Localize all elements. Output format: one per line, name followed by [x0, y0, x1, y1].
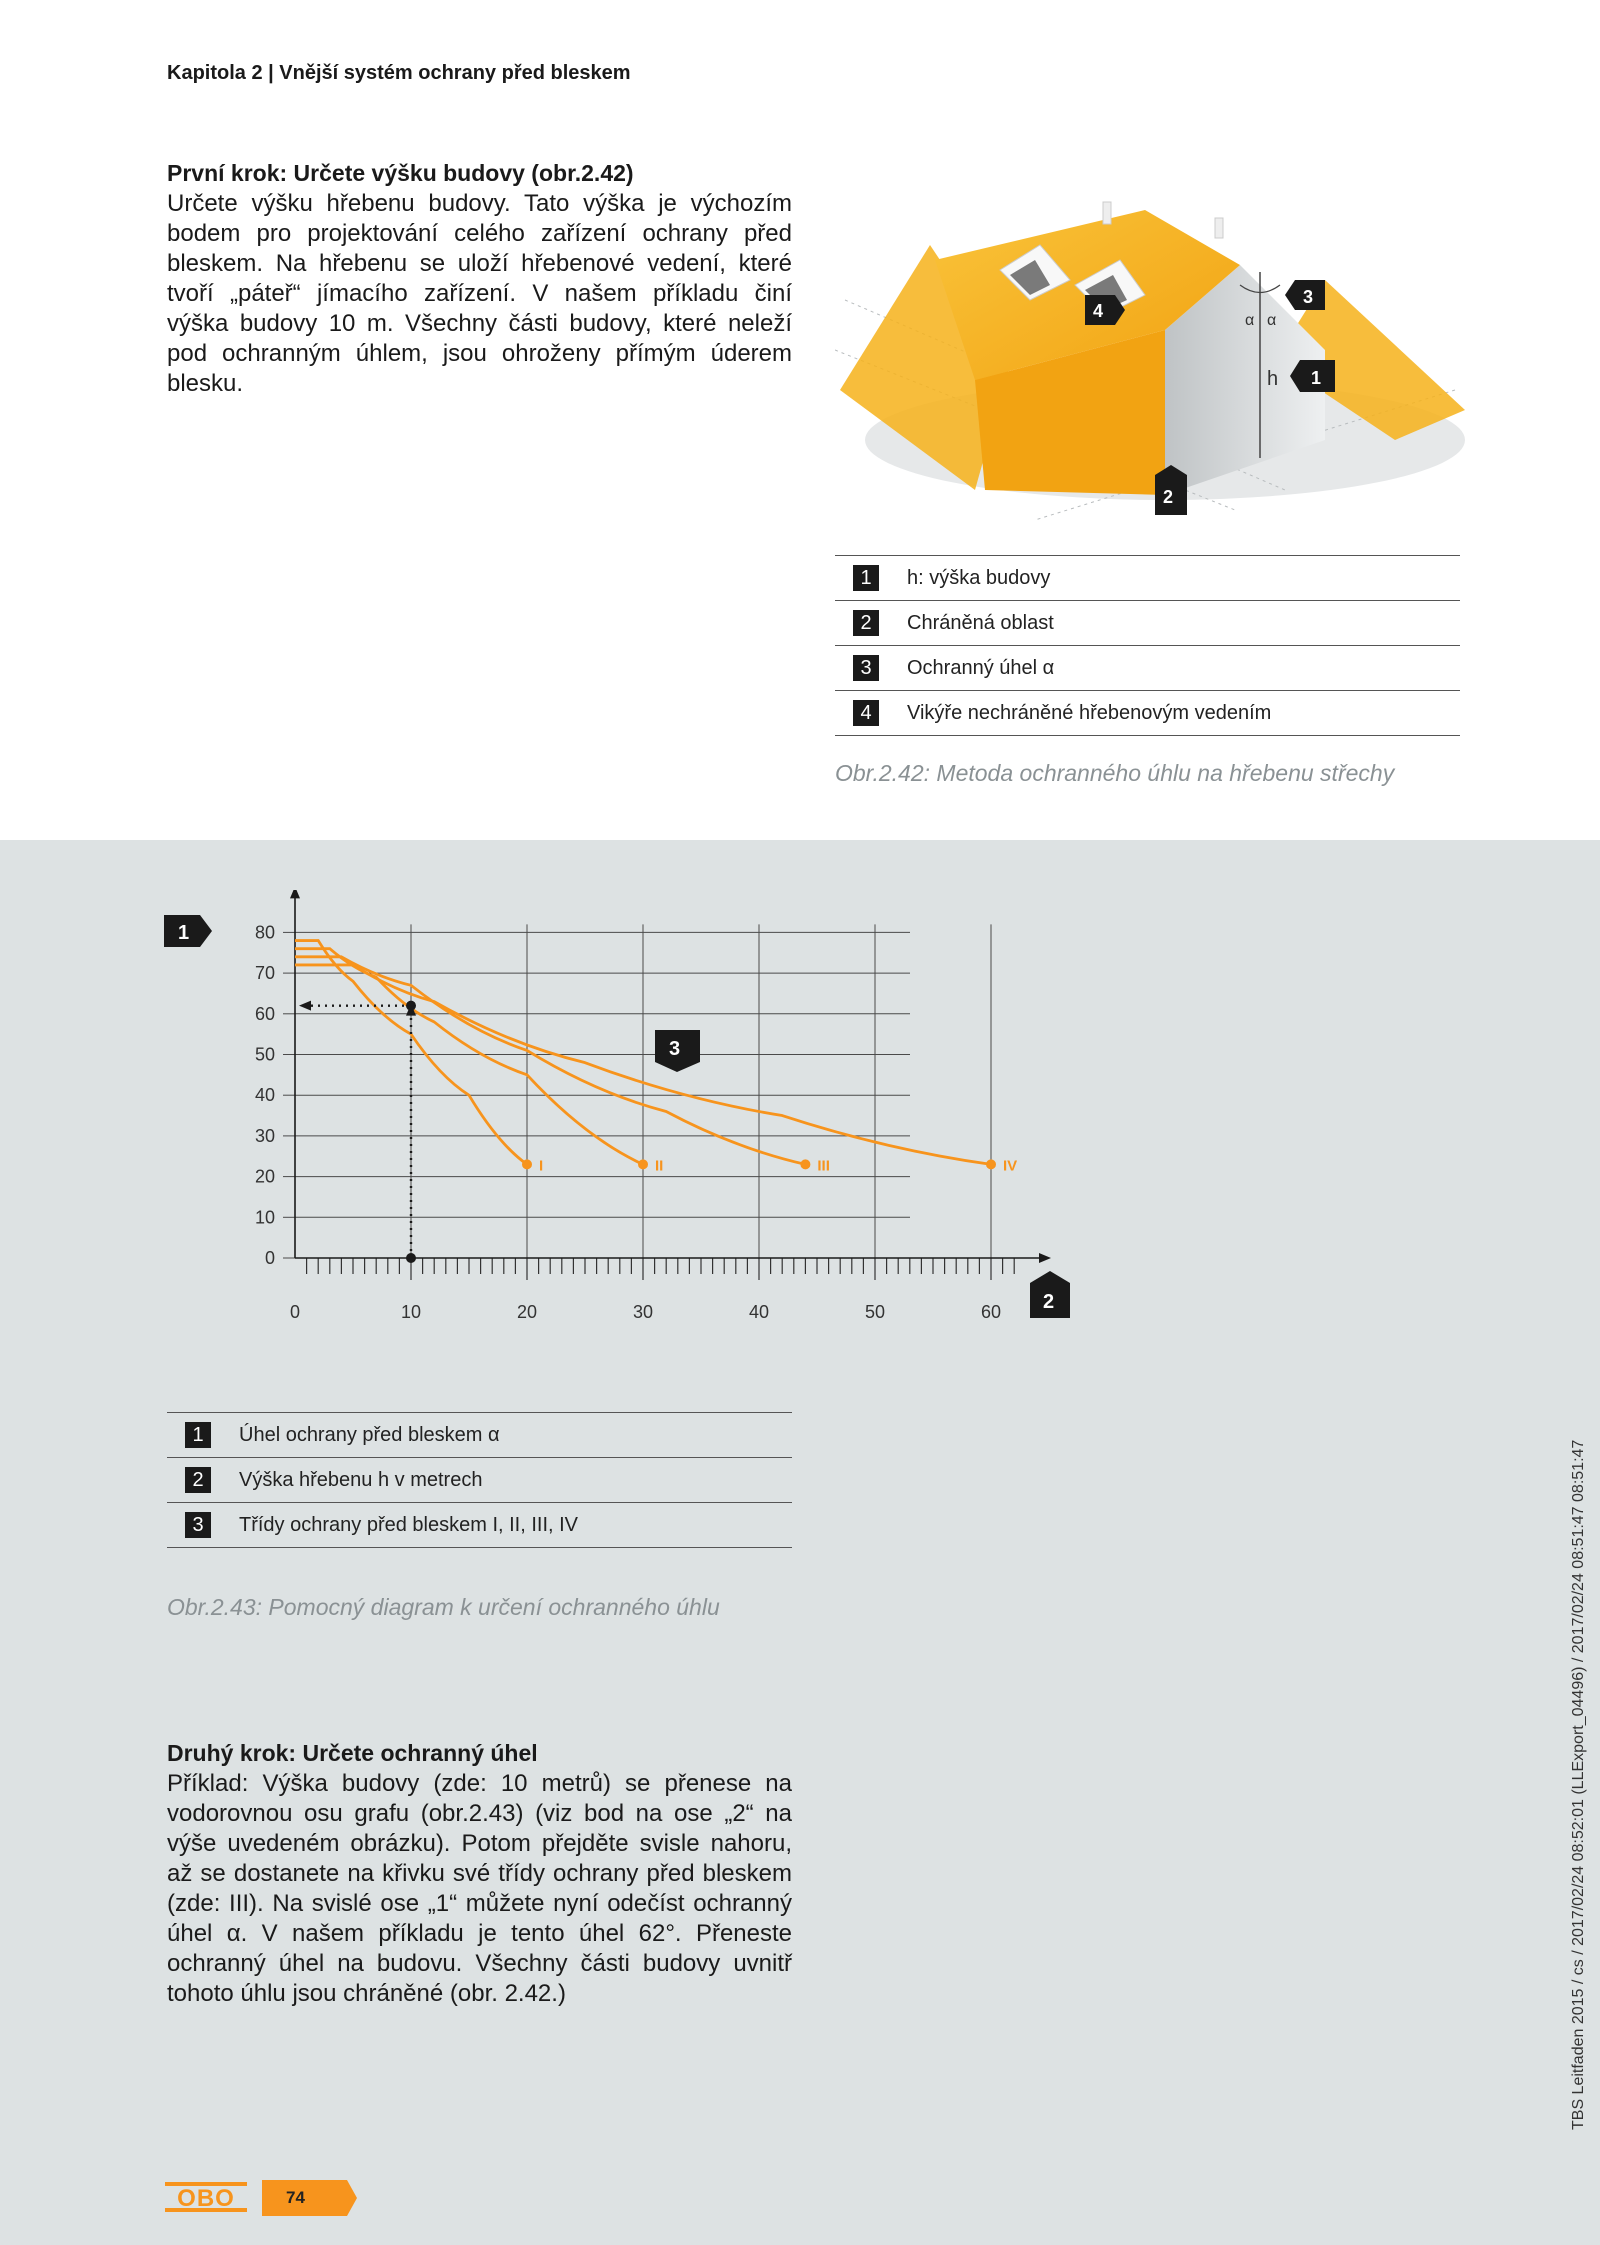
legend-number: 4 [853, 700, 879, 726]
y-tick-label: 50 [254, 1044, 275, 1065]
h-label: h [1267, 368, 1279, 390]
series-line-III [295, 957, 805, 1165]
series-line-II [295, 949, 643, 1165]
example-base-point [406, 1253, 416, 1263]
legend-text: Třídy ochrany před bleskem I, II, III, IV [239, 1513, 579, 1536]
y-tick-label: 70 [254, 963, 275, 984]
series-endpoint-IV [986, 1159, 996, 1169]
x-tick-label: 20 [516, 1302, 538, 1322]
series-label-III: III [817, 1157, 830, 1175]
alpha-label-left: α [1245, 312, 1255, 329]
figure1-caption: Obr.2.42: Metoda ochranného úhlu na hřebenu střechy [835, 760, 1395, 786]
legend-number: 2 [185, 1467, 211, 1493]
x-tick-label: 60 [980, 1302, 1002, 1322]
marker-classes-label: 3 [669, 1038, 681, 1060]
step2-heading: Druhý krok: Určete ochranný úhel [167, 1740, 538, 1766]
legend-row [835, 556, 1460, 601]
legend-text: Vikýře nechráněné hřebenovým vedením [907, 701, 1272, 724]
legend-number: 2 [853, 610, 879, 636]
step2-paragraph: Příklad: Výška budovy (zde: 10 metrů) se přenese na vodorovnou osu grafu (obr.2.43) (viz bod na ose „2“ na výše uvedeném obrázku). Potom přejděte svisle nahoru, až se dostanete na křivku své třídy ochrany před bleskem (zde: III). Na svislé ose „1“ můžete nyní odečíst ochranný úhel α. V našem příkladu je tento úhel 62°. Přeneste ochranný úhel na budovu. Všechny části budovy uvnitř tohoto úhlu jsou chráněné (obr. 2.42.) [167, 1770, 792, 2007]
legend-number: 3 [853, 655, 879, 681]
protection-angle-chart [150, 890, 1090, 1350]
marker-2 [1155, 465, 1187, 515]
legend-row [835, 601, 1460, 646]
figure2-caption: Obr.2.43: Pomocný diagram k určení ochranného úhlu [167, 1594, 720, 1620]
x-tick-label: 30 [632, 1302, 654, 1322]
y-tick-label: 30 [254, 1125, 275, 1146]
legend-number: 1 [185, 1422, 211, 1448]
svg-text:4: 4 [1093, 301, 1104, 321]
legend-text: h: výška budovy [907, 566, 1051, 589]
legend-text: Ochranný úhel α [907, 656, 1055, 679]
series-endpoint-II [638, 1159, 648, 1169]
step2-section [167, 1740, 792, 2009]
series-endpoint-I [522, 1159, 532, 1169]
alpha-label-right: α [1267, 312, 1277, 329]
x-tick-label: 40 [748, 1302, 770, 1322]
legend-row [167, 1458, 792, 1503]
page-number: 74 [286, 2188, 305, 2207]
y-tick-label: 60 [254, 1003, 275, 1024]
x-tick-label: 10 [400, 1302, 422, 1322]
y-tick-label: 40 [254, 1085, 275, 1106]
marker-yaxis-label: 1 [178, 922, 190, 944]
series-endpoint-III [800, 1159, 810, 1169]
figure2-legend [167, 1412, 792, 1548]
obo-logo [165, 2180, 247, 2214]
x-axis-arrow [1039, 1253, 1051, 1263]
svg-text:2: 2 [1163, 487, 1174, 507]
y-tick-label: 80 [254, 922, 275, 943]
legend-row [167, 1503, 792, 1548]
side-metadata-text: TBS Leitfaden 2015 / cs / 2017/02/24 08:52:01 (LLExport_04496) / 2017/02/24 08:51:47 08:51:47 [1570, 1439, 1587, 2130]
step1-heading: První krok: Určete výšku budovy (obr.2.42) [167, 160, 634, 186]
legend-text: Úhel ochrany před bleskem α [239, 1423, 500, 1446]
series-label-II: II [655, 1157, 664, 1175]
marker-3 [1285, 280, 1325, 310]
series-label-IV: IV [1003, 1157, 1018, 1175]
series-label-I: I [539, 1157, 544, 1175]
svg-text:1: 1 [1311, 368, 1322, 388]
example-intersection-point [406, 1001, 416, 1011]
figure1-legend [835, 555, 1460, 736]
step1-section [167, 160, 792, 399]
y-tick-label: 0 [264, 1248, 275, 1268]
page-number-badge [262, 2180, 357, 2216]
legend-number: 3 [185, 1512, 211, 1538]
svg-text:3: 3 [1303, 287, 1314, 307]
chapter-header: Kapitola 2 | Vnější systém ochrany před bleskem [167, 62, 631, 84]
legend-number: 1 [853, 565, 879, 591]
y-tick-label: 20 [254, 1166, 275, 1187]
legend-row [835, 691, 1460, 736]
x-tick-label: 50 [864, 1302, 886, 1322]
step1-paragraph: Určete výšku hřebenu budovy. Tato výška je výchozím bodem pro projektování celého zařízení ochrany před bleskem. Na hřebenu se uloží hřebenové vedení, které tvoří „páteř“ jímacího zařízení. V našem příkladu činí výška budovy 10 m. Všechny části budovy, které neleží pod ochranným úhlem, jsou ohroženy přímým úderem blesku. [167, 190, 792, 397]
example-left-arrow [299, 1001, 311, 1011]
legend-text: Výška hřebenu h v metrech [239, 1468, 483, 1491]
y-axis-arrow [290, 890, 300, 898]
house-illustration [835, 190, 1470, 530]
y-tick-label: 10 [254, 1207, 275, 1228]
svg-text:OBO: OBO [177, 2185, 235, 2212]
legend-text: Chráněná oblast [907, 611, 1054, 634]
marker-xaxis-label: 2 [1043, 1291, 1055, 1313]
legend-row [835, 646, 1460, 691]
legend-row [167, 1413, 792, 1458]
x-tick-label: 0 [289, 1302, 301, 1322]
